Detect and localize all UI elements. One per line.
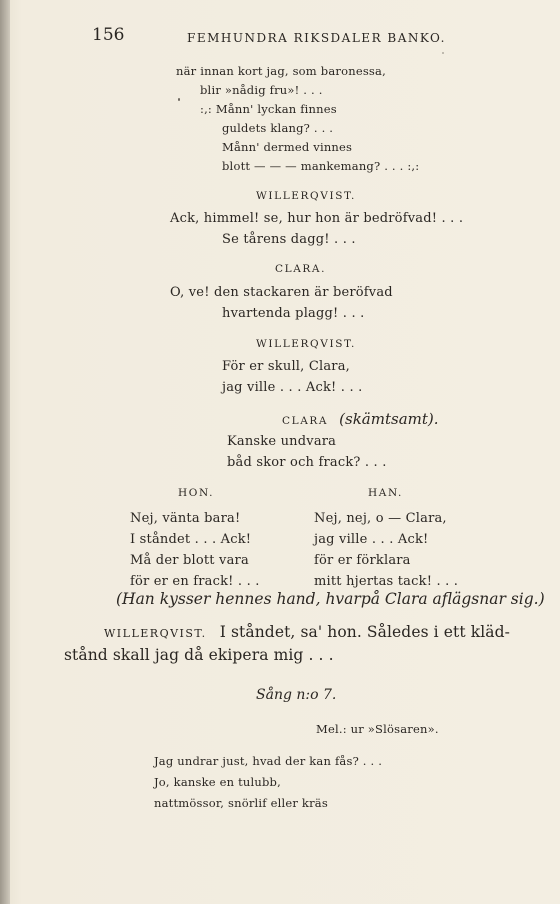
prose-line bbox=[104, 624, 510, 641]
verse-line: O, ve! den stackaren är beröfvad bbox=[170, 285, 393, 300]
running-title: FEMHUNDRA RIKSDALER BANKO. bbox=[187, 31, 446, 45]
verse-line: Jag undrar just, hvad der kan fås? . . . bbox=[154, 754, 383, 768]
verse-line-hon: I ståndet . . . Ack! bbox=[130, 532, 252, 547]
speaker-name: WILLERQVIST. bbox=[104, 627, 207, 640]
speaker-name: WILLERQVIST. bbox=[256, 190, 356, 202]
prose-line: stånd skall jag då ekipera mig . . . bbox=[64, 646, 334, 664]
verse-line-hon: Nej, vänta bara! bbox=[130, 511, 241, 526]
verse-line: jag ville . . . Ack! . . . bbox=[222, 380, 363, 395]
verse-line: blott — — — mankemang? . . . :,: bbox=[222, 159, 420, 173]
verse-line-hon: för er en frack! . . . bbox=[130, 574, 260, 589]
page-number: 156 bbox=[92, 25, 125, 45]
verse-line: Se tårens dagg! . . . bbox=[222, 232, 356, 247]
verse-line: :,: Månn' lyckan finnes bbox=[200, 102, 337, 116]
speaker-name-han: HAN. bbox=[368, 487, 403, 499]
verse-line: båd skor och frack? . . . bbox=[227, 455, 387, 470]
verse-line: blir »nådig fru»! . . . bbox=[200, 83, 323, 97]
verse-line: nattmössor, snörlif eller kräs bbox=[154, 796, 328, 810]
prose-text: I ståndet, sa' hon. Således i ett kläd- bbox=[219, 623, 510, 641]
verse-line: Kanske undvara bbox=[227, 434, 337, 449]
verse-line-han: Nej, nej, o — Clara, bbox=[314, 511, 447, 526]
speaker-name-hon: HON. bbox=[178, 487, 215, 499]
song-title: Sång n:o 7. bbox=[256, 687, 337, 703]
verse-line-han: jag ville . . . Ack! bbox=[314, 532, 429, 547]
verse-line: Ack, himmel! se, hur hon är bedröfvad! . . . bbox=[170, 211, 464, 226]
paper-speck bbox=[442, 52, 444, 54]
verse-line-han: för er förklara bbox=[314, 553, 411, 568]
song-melody: Mel.: ur »Slösaren». bbox=[316, 722, 439, 736]
paper-speck bbox=[178, 98, 180, 101]
speaker-line bbox=[282, 411, 439, 427]
verse-line: Månn' dermed vinnes bbox=[222, 140, 353, 154]
verse-line: För er skull, Clara, bbox=[222, 359, 350, 374]
speaker-name: CLARA. bbox=[275, 263, 327, 275]
stage-direction: (skämtsamt). bbox=[339, 410, 439, 428]
stage-direction: (Han kysser hennes hand, hvarpå Clara aflägsnar sig.) bbox=[116, 590, 545, 608]
speaker-name: CLARA bbox=[282, 415, 329, 427]
verse-line: hvartenda plagg! . . . bbox=[222, 306, 365, 321]
book-spine-shadow bbox=[0, 0, 10, 904]
verse-line-hon: Må der blott vara bbox=[130, 553, 249, 568]
verse-line: när innan kort jag, som baronessa, bbox=[176, 64, 386, 78]
verse-line: guldets klang? . . . bbox=[222, 121, 334, 135]
speaker-name: WILLERQVIST. bbox=[256, 338, 356, 350]
verse-line: Jo, kanske en tulubb, bbox=[154, 775, 281, 789]
verse-line-han: mitt hjertas tack! . . . bbox=[314, 574, 459, 589]
